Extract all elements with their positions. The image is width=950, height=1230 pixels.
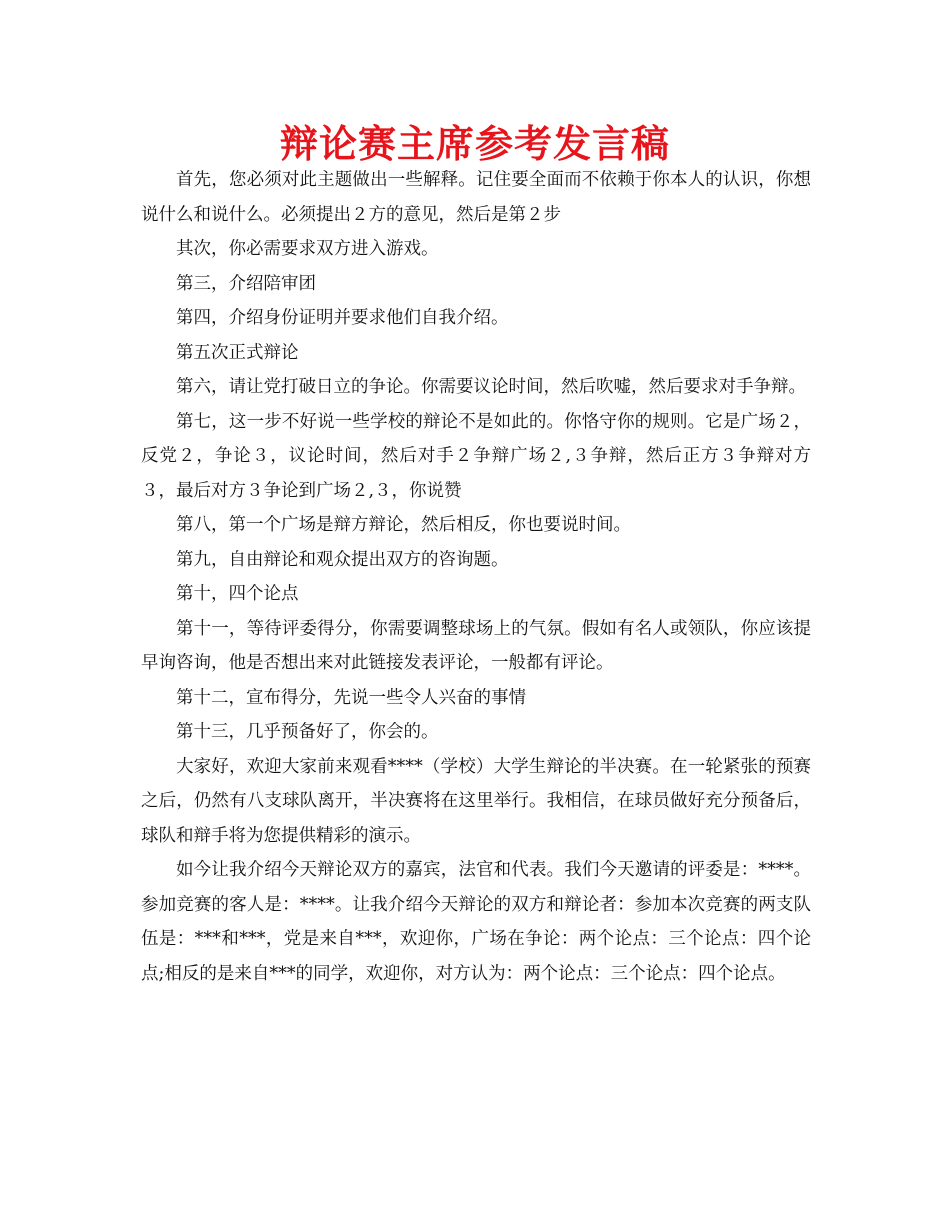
paragraph: 第四，介绍身份证明并要求他们自我介绍。 <box>176 308 509 328</box>
paragraph: 如今让我介绍今天辩论双方的嘉宾，法官和代表。我们今天邀请的评委是：****。参加竞赛的客人是：****。让我介绍今天辩论的双方和辩论者：参加本次竞赛的两支队伍是：***和***，党是来自***，欢迎你，广场在争论：两个论点：三个论点：四个论点;相反的是来自***的同学，欢迎你，对方认为：两个论点：三个论点：四个论点。 <box>141 860 811 984</box>
paragraph: 第三，介绍陪审团 <box>176 273 316 294</box>
paragraph: 第十二，宣布得分，先说一些令人兴奋的事情 <box>176 687 526 708</box>
paragraph: 第九，自由辩论和观众提出双方的咨询题。 <box>176 549 509 570</box>
paragraph: 第十一，等待评委得分，你需要调整球场上的气氛。假如有名人或领队，你应该提早询咨询，他是否想出来对此链接发表评论，一般都有评论。 <box>141 618 811 673</box>
paragraph: 其次，你必需要求双方进入游戏。 <box>176 239 439 259</box>
document-body <box>141 163 811 991</box>
paragraph: 第八，第一个广场是辩方辩论，然后相反，你也要说时间。 <box>176 515 631 535</box>
paragraph: 第七，这一步不好说一些学校的辩论不是如此的。你恪守你的规则。它是广场２，反党２，争论３，议论时间，然后对手２争辩广场２,３争辩，然后正方３争辩对方３，最后对方３争论到广场２,３，你说赞 <box>141 411 811 501</box>
paragraph: 大家好，欢迎大家前来观看****（学校）大学生辩论的半决赛。在一轮紧张的预赛之后，仍然有八支球队离开，半决赛将在这里举行。我相信，在球员做好充分预备后，球队和辩手将为您提供精彩的演示。 <box>141 756 811 846</box>
paragraph: 第十三，几乎预备好了，你会的。 <box>176 722 439 742</box>
paragraph: 第五次正式辩论 <box>176 342 299 363</box>
document-title: 辩论赛主席参考发言稿 <box>279 122 670 166</box>
paragraph: 第六，请让党打破日立的争论。你需要议论时间，然后吹嘘，然后要求对手争辩。 <box>176 377 806 397</box>
paragraph: 第十，四个论点 <box>176 584 299 604</box>
paragraph: 首先，您必须对此主题做出一些解释。记住要全面而不依赖于你本人的认识，你想说什么和说什么。必须提出２方的意见，然后是第２步 <box>141 170 811 225</box>
